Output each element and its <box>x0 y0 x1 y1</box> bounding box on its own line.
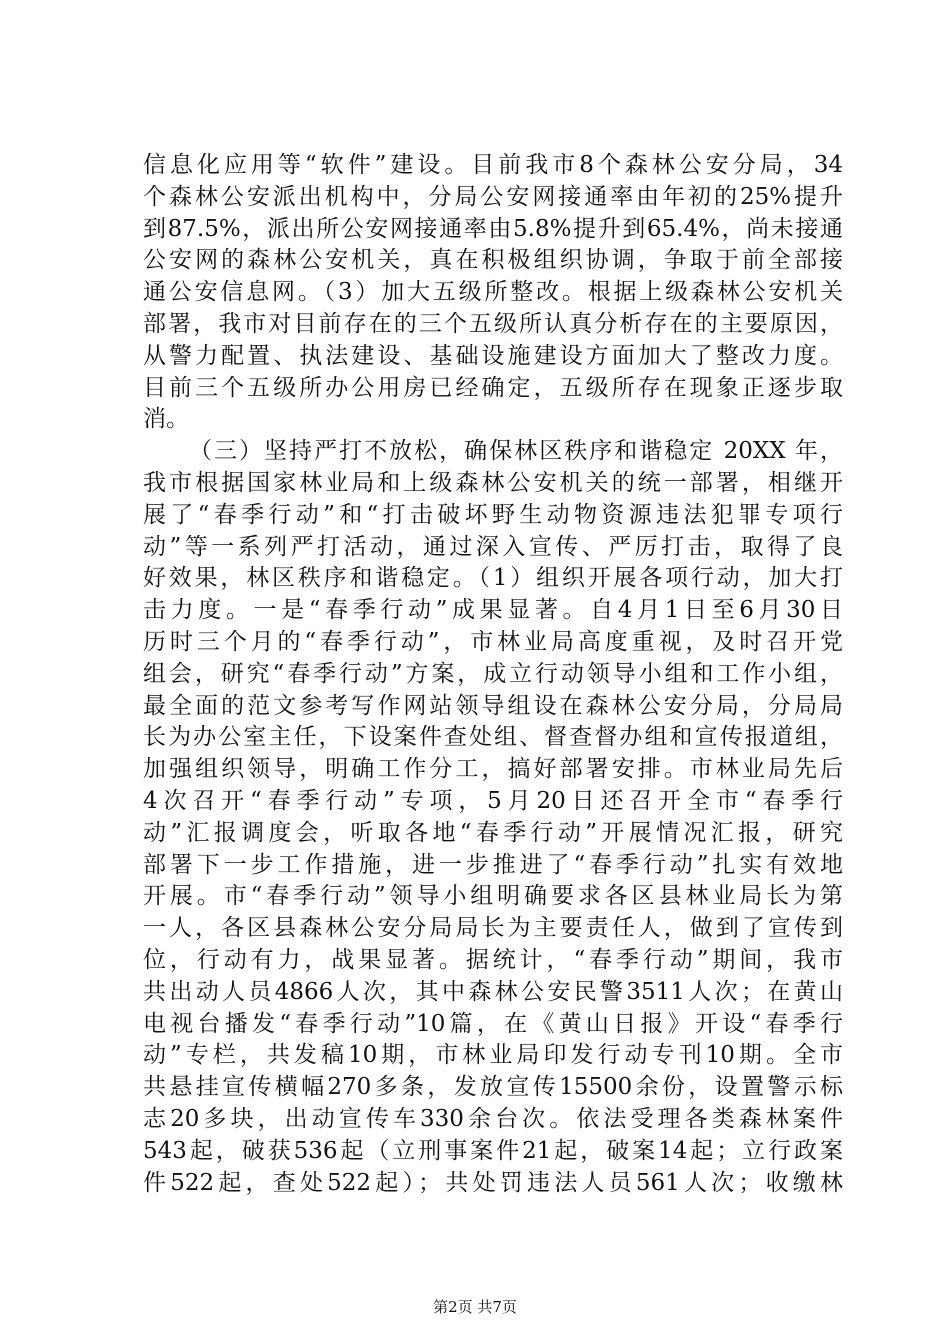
text-line: 动”等一系列严打活动，通过深入宣传、严厉打击，取得了良 <box>143 533 843 560</box>
text-line: 加强组织领导，明确工作分工，搞好部署安排。市林业局先后 <box>143 756 843 783</box>
text-line: 击力度。一是“春季行动”成果显著。自4月1日至6月30日 <box>143 597 843 624</box>
paragraph-start-line: （三）坚持严打不放松，确保林区秩序和谐稳定 20XX 年， <box>189 438 843 465</box>
text-line: 543起，破获536起（立刑事案件21起，破案14起；立行政案 <box>143 1137 843 1164</box>
text-line: 开展。市“春季行动”领导小组明确要求各区县林业局长为第 <box>143 883 843 910</box>
text-line: 个森林公安派出机构中，分局公安网接通率由年初的25%提升 <box>143 183 843 210</box>
text-line: 电视台播发“春季行动”10篇，在《黄山日报》开设“春季行 <box>143 1010 843 1037</box>
text-line: 4次召开“春季行动”专项，5月20日还召开全市“春季行 <box>143 787 843 814</box>
text-line: 信息化应用等“软件”建设。目前我市8个森林公安分局，34 <box>143 152 843 178</box>
text-line: 通公安信息网。（3）加大五级所整改。根据上级森林公安机关 <box>143 279 843 306</box>
text-line: 我市根据国家林业局和上级森林公安机关的统一部署，相继开 <box>143 469 843 496</box>
text-line: 部署，我市对目前存在的三个五级所认真分析存在的主要原因， <box>143 310 843 337</box>
text-line: 从警力配置、执法建设、基础设施建设方面加大了整改力度。 <box>143 342 843 369</box>
text-line: 位，行动有力，战果显著。据统计，“春季行动”期间，我市 <box>143 946 843 973</box>
text-line: 组会，研究“春季行动”方案，成立行动领导小组和工作小组， <box>143 660 843 687</box>
text-line: 目前三个五级所办公用房已经确定，五级所存在现象正逐步取 <box>143 374 843 401</box>
text-line: 到87.5%，派出所公安网接通率由5.8%提升到65.4%，尚未接通 <box>143 215 843 242</box>
text-line: 最全面的范文参考写作网站领导组设在森林公安分局，分局局 <box>143 692 843 719</box>
text-line: 展了“春季行动”和“打击破坏野生动物资源违法犯罪专项行 <box>143 501 843 528</box>
text-line: 志20多块，出动宣传车330余台次。依法受理各类森林案件 <box>143 1105 843 1132</box>
text-line: 历时三个月的“春季行动”，市林业局高度重视，及时召开党 <box>143 628 843 655</box>
body-text <box>143 150 843 1199</box>
text-line: 共出动人员4866人次，其中森林公安民警3511人次；在黄山 <box>143 978 843 1005</box>
text-line: 共悬挂宣传横幅270多条，发放宣传15500余份，设置警示标 <box>143 1074 843 1101</box>
page-number-footer: 第2页 共7页 <box>433 1298 517 1316</box>
text-line: 动”专栏，共发稿10期，市林业局印发行动专刊10期。全市 <box>143 1042 843 1069</box>
text-line: 一人，各区县森林公安分局局长为主要责任人，做到了宣传到 <box>143 915 843 942</box>
text-line: 动”汇报调度会，听取各地“春季行动”开展情况汇报，研究 <box>143 819 843 846</box>
text-line: 消。 <box>143 406 189 433</box>
text-line: 好效果，林区秩序和谐稳定。（1）组织开展各项行动，加大打 <box>143 565 843 592</box>
text-line: 部署下一步工作措施，进一步推进了“春季行动”扎实有效地 <box>143 851 843 878</box>
text-line: 件522起，查处522起）；共处罚违法人员561人次；收缴林 <box>143 1169 843 1196</box>
text-line: 公安网的森林公安机关，真在积极组织协调，争取于前全部接 <box>143 247 843 274</box>
text-line: 长为办公室主任，下设案件查处组、督查督办组和宣传报道组， <box>143 724 843 751</box>
